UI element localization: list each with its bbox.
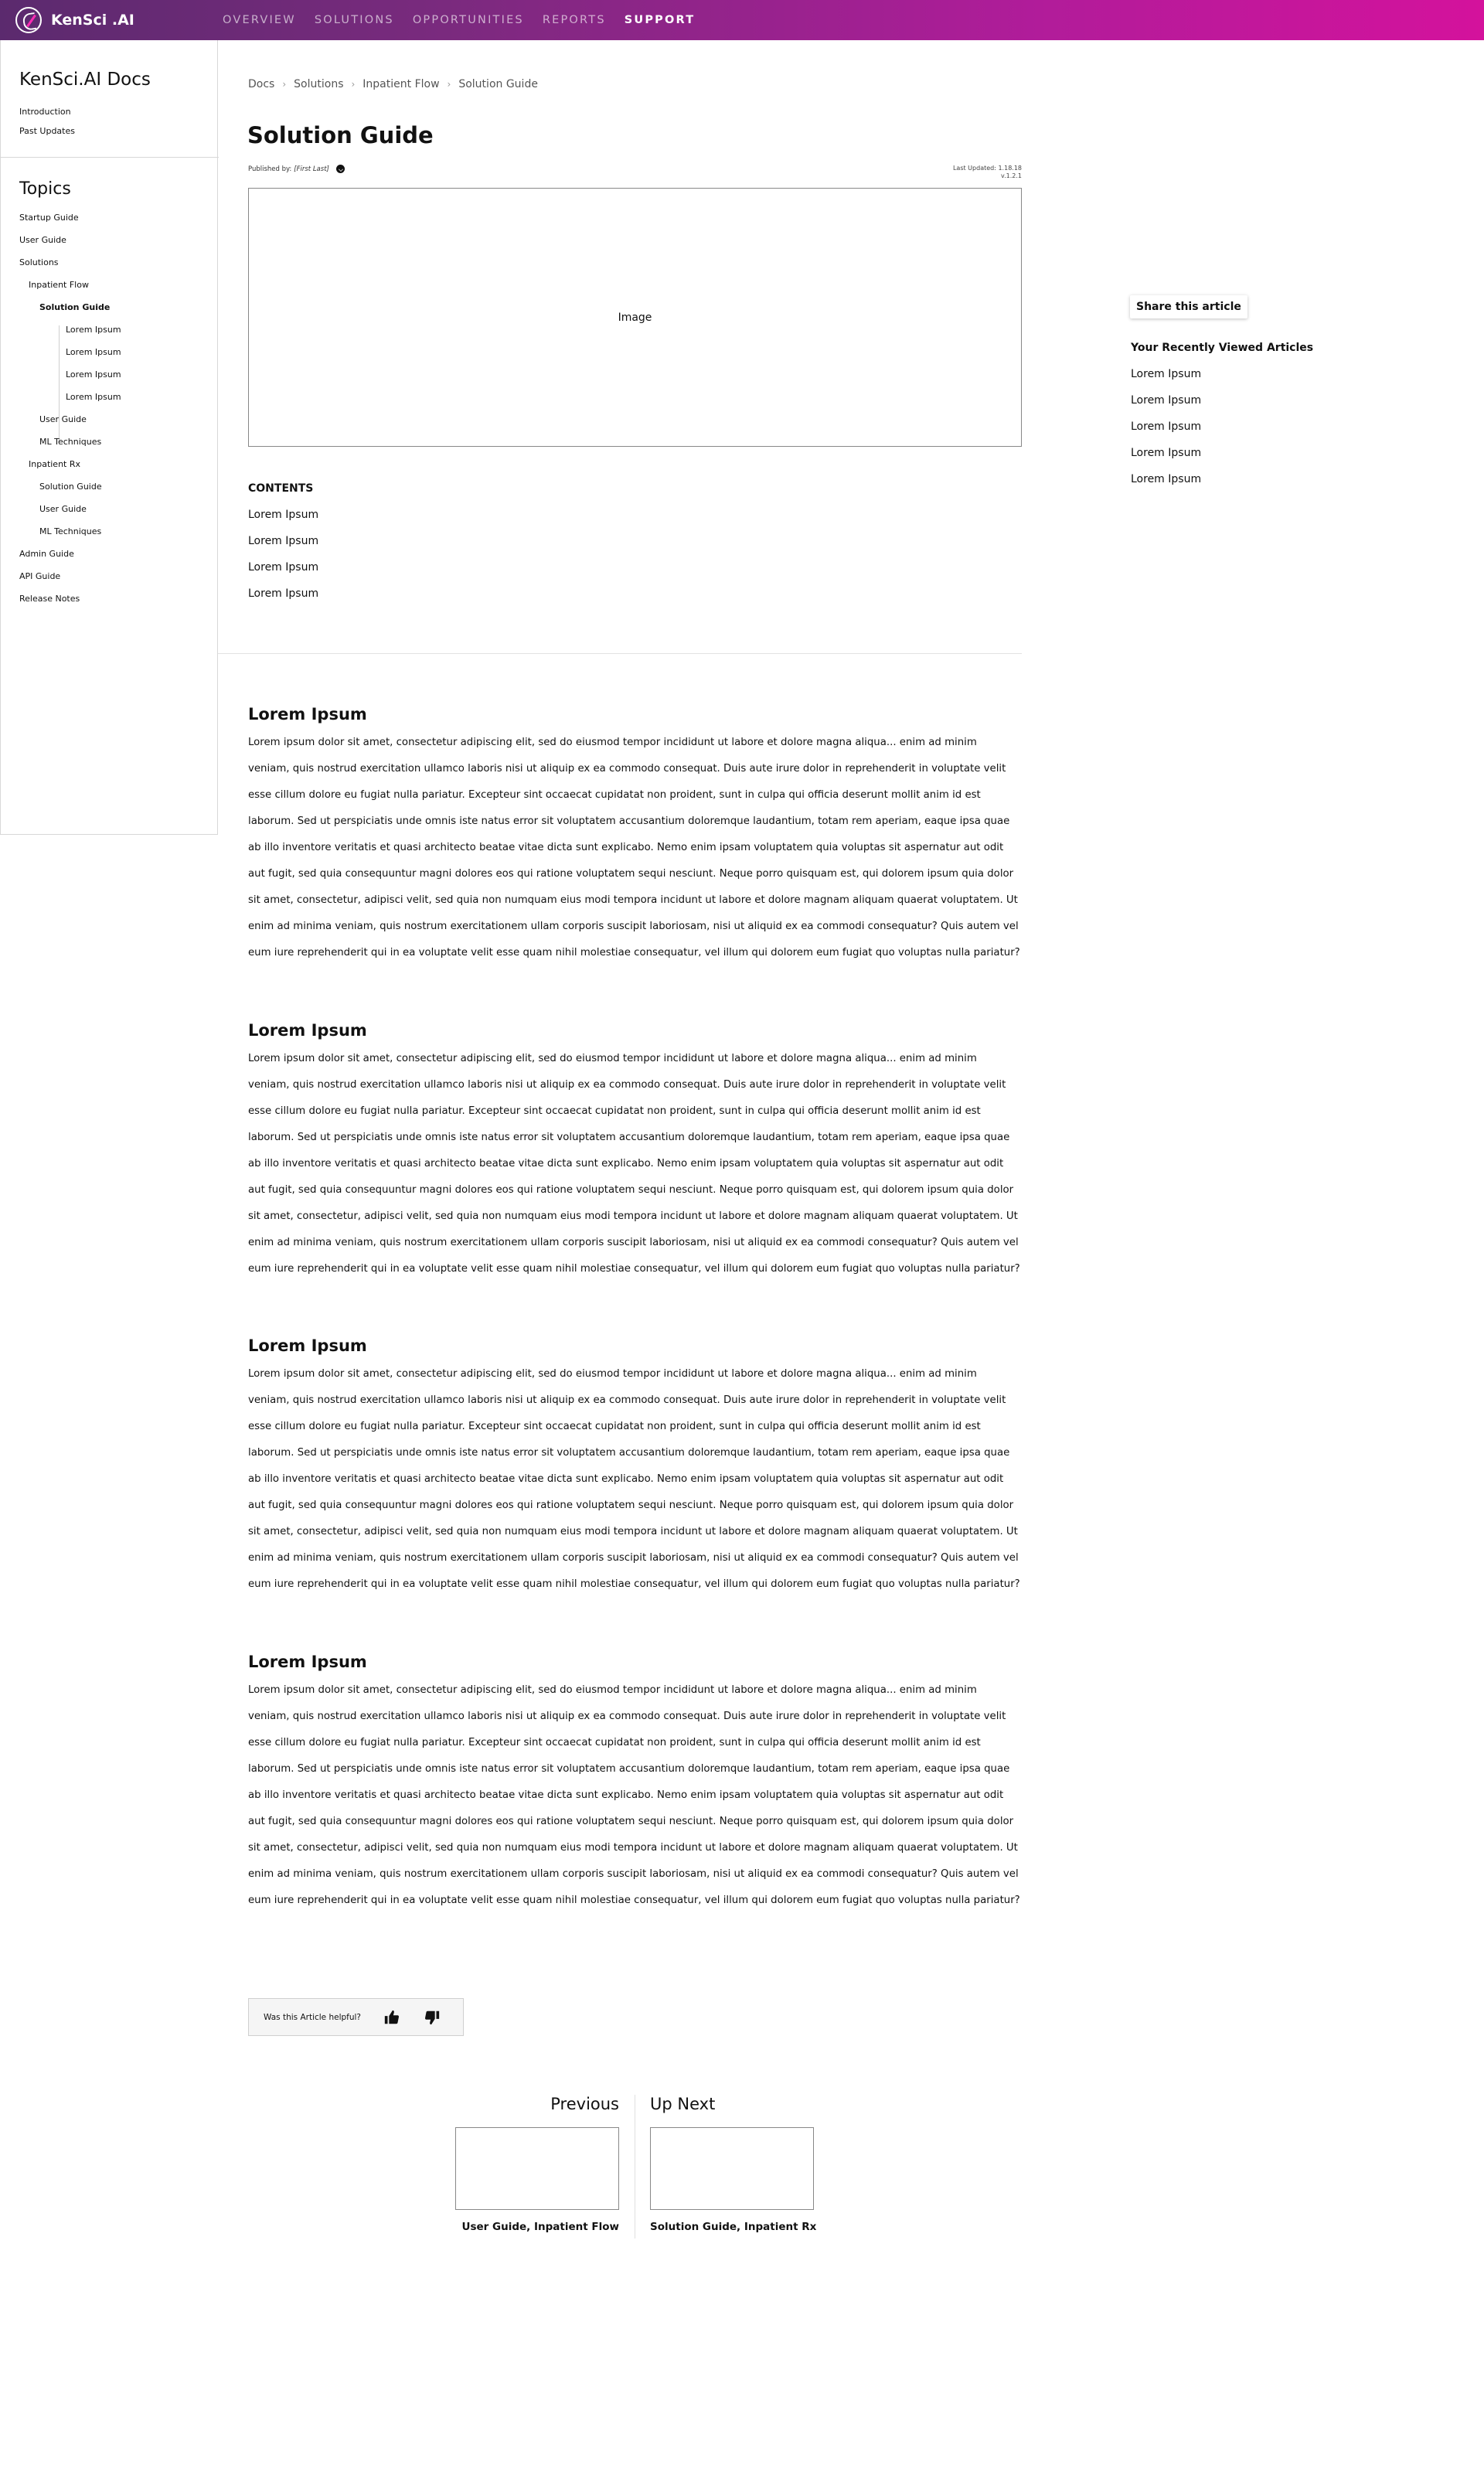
article-image-placeholder xyxy=(248,188,1022,447)
chevron-right-icon: › xyxy=(282,79,287,90)
recent-article-link[interactable]: Lorem Ipsum xyxy=(1131,420,1202,433)
section-body: Lorem ipsum dolor sit amet, consectetur adipiscing elit, sed do eiusmod tempor incididunt ut labore et dolore magna aliqua... enim ad minim veniam, quis nostrud exercitation ullamco laboris nisi ut aliquip ex ea commodo consequat. Duis aute irure dolor in reprehenderit in voluptate velit esse cillum dolore eu fugiat nulla pariatur. Excepteur sint occaecat cupidatat non proident, sunt in culpa qui officia deserunt mollit anim id est laborum. Sed ut perspiciatis unde omnis iste natus error sit voluptatem accusantium doloremque laudantium, totam rem aperiam, eaque ipsa quae ab illo inventore veritatis et quasi architecto beatae vitae dicta sunt explicabo. Nemo enim ipsam voluptatem quia voluptas sit aspernatur aut odit aut fugit, sed quia consequuntur magni dolores eos qui ratione voluptatem sequi nesciunt. Neque porro quisquam est, qui dolorem ipsum quia dolor sit amet, consectetur, adipisci velit, sed quia non numquam eius modi tempora incidunt ut labore et dolore magnam aliquam quaerat voluptatem. Ut enim ad minima veniam, quis nostrum exercitationem ullam corporis suscipit laboriosam, nisi ut aliquid ex ea commodi consequatur? Quis autem vel eum iure reprehenderit qui in ea voluptate velit esse quam nihil molestiae consequatur, vel illum qui dolorem eum fugiat quo voluptas nulla pariatur? xyxy=(248,737,1020,958)
nav-solutions[interactable]: SOLUTIONS xyxy=(314,14,394,26)
breadcrumb-current: Solution Guide xyxy=(458,78,538,90)
topic-lorem-ipsum-4[interactable]: Lorem Ipsum xyxy=(66,392,121,402)
nav-reports[interactable]: REPORTS xyxy=(542,14,606,26)
topic-release-notes[interactable]: Release Notes xyxy=(19,594,80,604)
breadcrumb-inpatient-flow[interactable]: Inpatient Flow xyxy=(362,78,440,90)
topics-title: Topics xyxy=(19,179,71,199)
nav-opportunities[interactable]: OPPORTUNITIES xyxy=(412,14,524,26)
topic-flow-user-guide[interactable]: User Guide xyxy=(39,414,87,424)
content-divider xyxy=(218,653,1022,654)
next-article-link[interactable]: Solution Guide, Inpatient Rx xyxy=(650,2221,817,2233)
published-label: Published by: xyxy=(248,165,292,173)
main-nav xyxy=(223,0,713,40)
section-heading: Lorem Ipsum xyxy=(248,1336,367,1355)
previous-label: Previous xyxy=(550,2095,619,2113)
topic-lorem-ipsum-1[interactable]: Lorem Ipsum xyxy=(66,325,121,335)
section-heading: Lorem Ipsum xyxy=(248,1021,367,1040)
topic-api-guide[interactable]: API Guide xyxy=(19,571,61,581)
feedback-box xyxy=(248,1998,464,2036)
breadcrumb-solutions[interactable]: Solutions xyxy=(294,78,344,90)
thumbs-down-icon[interactable] xyxy=(424,2009,441,2026)
author-name[interactable]: [First Last] xyxy=(294,165,329,173)
page-title: Solution Guide xyxy=(247,122,434,148)
tree-guide-line xyxy=(59,325,60,444)
last-updated xyxy=(928,165,1022,180)
nav-support[interactable]: SUPPORT xyxy=(624,14,696,26)
topic-rx-ml-techniques[interactable]: ML Techniques xyxy=(39,526,102,536)
brand-name: KenSci .AI xyxy=(51,12,134,29)
version-number: v.1.2.1 xyxy=(1000,172,1022,179)
section-body: Lorem ipsum dolor sit amet, consectetur adipiscing elit, sed do eiusmod tempor incididunt ut labore et dolore magna aliqua... enim ad minim veniam, quis nostrud exercitation ullamco laboris nisi ut aliquip ex ea commodo consequat. Duis aute irure dolor in reprehenderit in voluptate velit esse cillum dolore eu fugiat nulla pariatur. Excepteur sint occaecat cupidatat non proident, sunt in culpa qui officia deserunt mollit anim id est laborum. Sed ut perspiciatis unde omnis iste natus error sit voluptatem accusantium doloremque laudantium, totam rem aperiam, eaque ipsa quae ab illo inventore veritatis et quasi architecto beatae vitae dicta sunt explicabo. Nemo enim ipsam voluptatem quia voluptas sit aspernatur aut odit aut fugit, sed quia consequuntur magni dolores eos qui ratione voluptatem sequi nesciunt. Neque porro quisquam est, qui dolorem ipsum quia dolor sit amet, consectetur, adipisci velit, sed quia non numquam eius modi tempora incidunt ut labore et dolore magnam aliquam quaerat voluptatem. Ut enim ad minima veniam, quis nostrum exercitationem ullam corporis suscipit laboriosam, nisi ut aliquid ex ea commodi consequatur? Quis autem vel eum iure reprehenderit qui in ea voluptate velit esse quam nihil molestiae consequatur, vel illum qui dolorem eum fugiat quo voluptas nulla pariatur? xyxy=(248,1053,1020,1275)
sidebar-title: KenSci.AI Docs xyxy=(19,70,151,90)
recent-article-link[interactable]: Lorem Ipsum xyxy=(1131,394,1202,407)
topic-inpatient-flow[interactable]: Inpatient Flow xyxy=(29,280,89,290)
contents-title: CONTENTS xyxy=(248,482,314,495)
topic-inpatient-rx[interactable]: Inpatient Rx xyxy=(29,459,81,469)
chevron-right-icon: › xyxy=(447,79,451,90)
previous-article-link[interactable]: User Guide, Inpatient Flow xyxy=(461,2221,619,2233)
recent-article-link[interactable]: Lorem Ipsum xyxy=(1131,368,1202,380)
topic-solutions[interactable]: Solutions xyxy=(19,257,59,267)
kensci-logo-icon xyxy=(15,7,42,33)
previous-article-thumbnail[interactable] xyxy=(455,2127,619,2210)
breadcrumb xyxy=(248,78,538,90)
contents-link[interactable]: Lorem Ipsum xyxy=(248,509,319,521)
chevron-right-icon: › xyxy=(351,79,356,90)
topic-solution-guide-active[interactable]: Solution Guide xyxy=(39,302,111,312)
published-by xyxy=(248,165,345,173)
topic-user-guide[interactable]: User Guide xyxy=(19,235,66,245)
section-heading: Lorem Ipsum xyxy=(248,1653,367,1671)
contents-link[interactable]: Lorem Ipsum xyxy=(248,561,319,574)
next-label: Up Next xyxy=(650,2095,716,2113)
nav-overview[interactable]: OVERVIEW xyxy=(223,14,296,26)
thumbs-up-icon[interactable] xyxy=(383,2009,400,2026)
top-navigation-bar xyxy=(0,0,1484,40)
topic-startup-guide[interactable]: Startup Guide xyxy=(19,213,79,223)
topic-lorem-ipsum-2[interactable]: Lorem Ipsum xyxy=(66,347,121,357)
topic-admin-guide[interactable]: Admin Guide xyxy=(19,549,74,559)
contents-link[interactable]: Lorem Ipsum xyxy=(248,535,319,547)
sidebar-divider xyxy=(1,157,219,158)
breadcrumb-docs[interactable]: Docs xyxy=(248,78,275,90)
recent-article-link[interactable]: Lorem Ipsum xyxy=(1131,447,1202,459)
chevron-down-icon[interactable] xyxy=(336,165,345,173)
topic-rx-solution-guide[interactable]: Solution Guide xyxy=(39,482,102,492)
topic-rx-user-guide[interactable]: User Guide xyxy=(39,504,87,514)
sidebar-link-past-updates[interactable]: Past Updates xyxy=(19,126,75,136)
docs-sidebar xyxy=(0,40,218,835)
recent-article-link[interactable]: Lorem Ipsum xyxy=(1131,473,1202,485)
topic-flow-ml-techniques[interactable]: ML Techniques xyxy=(39,437,102,447)
contents-link[interactable]: Lorem Ipsum xyxy=(248,587,319,600)
recently-viewed-title: Your Recently Viewed Articles xyxy=(1131,342,1314,354)
sidebar-link-introduction[interactable]: Introduction xyxy=(19,107,71,117)
section-heading: Lorem Ipsum xyxy=(248,705,367,723)
section-body: Lorem ipsum dolor sit amet, consectetur adipiscing elit, sed do eiusmod tempor incididunt ut labore et dolore magna aliqua... enim ad minim veniam, quis nostrud exercitation ullamco laboris nisi ut aliquip ex ea commodo consequat. Duis aute irure dolor in reprehenderit in voluptate velit esse cillum dolore eu fugiat nulla pariatur. Excepteur sint occaecat cupidatat non proident, sunt in culpa qui officia deserunt mollit anim id est laborum. Sed ut perspiciatis unde omnis iste natus error sit voluptatem accusantium doloremque laudantium, totam rem aperiam, eaque ipsa quae ab illo inventore veritatis et quasi architecto beatae vitae dicta sunt explicabo. Nemo enim ipsam voluptatem quia voluptas sit aspernatur aut odit aut fugit, sed quia consequuntur magni dolores eos qui ratione voluptatem sequi nesciunt. Neque porro quisquam est, qui dolorem ipsum quia dolor sit amet, consectetur, adipisci velit, sed quia non numquam eius modi tempora incidunt ut labore et dolore magnam aliquam quaerat voluptatem. Ut enim ad minima veniam, quis nostrum exercitationem ullam corporis suscipit laboriosam, nisi ut aliquid ex ea commodi consequatur? Quis autem vel eum iure reprehenderit qui in ea voluptate velit esse quam nihil molestiae consequatur, vel illum qui dolorem eum fugiat quo voluptas nulla pariatur? xyxy=(248,1368,1020,1590)
topic-lorem-ipsum-3[interactable]: Lorem Ipsum xyxy=(66,369,121,380)
last-updated-date: Last Updated: 1.18.18 xyxy=(952,165,1022,172)
next-article-thumbnail[interactable] xyxy=(650,2127,814,2210)
section-body: Lorem ipsum dolor sit amet, consectetur adipiscing elit, sed do eiusmod tempor incididunt ut labore et dolore magna aliqua... enim ad minim veniam, quis nostrud exercitation ullamco laboris nisi ut aliquip ex ea commodo consequat. Duis aute irure dolor in reprehenderit in voluptate velit esse cillum dolore eu fugiat nulla pariatur. Excepteur sint occaecat cupidatat non proident, sunt in culpa qui officia deserunt mollit anim id est laborum. Sed ut perspiciatis unde omnis iste natus error sit voluptatem accusantium doloremque laudantium, totam rem aperiam, eaque ipsa quae ab illo inventore veritatis et quasi architecto beatae vitae dicta sunt explicabo. Nemo enim ipsam voluptatem quia voluptas sit aspernatur aut odit aut fugit, sed quia consequuntur magni dolores eos qui ratione voluptatem sequi nesciunt. Neque porro quisquam est, qui dolorem ipsum quia dolor sit amet, consectetur, adipisci velit, sed quia non numquam eius modi tempora incidunt ut labore et dolore magnam aliquam quaerat voluptatem. Ut enim ad minima veniam, quis nostrum exercitationem ullam corporis suscipit laboriosam, nisi ut aliquid ex ea commodi consequatur? Quis autem vel eum iure reprehenderit qui in ea voluptate velit esse quam nihil molestiae consequatur, vel illum qui dolorem eum fugiat quo voluptas nulla pariatur? xyxy=(248,1684,1020,1906)
image-label: Image xyxy=(618,311,652,324)
share-article-button[interactable]: Share this article xyxy=(1130,295,1247,318)
brand[interactable] xyxy=(15,7,134,33)
feedback-question: Was this Article helpful? xyxy=(264,2012,362,2022)
